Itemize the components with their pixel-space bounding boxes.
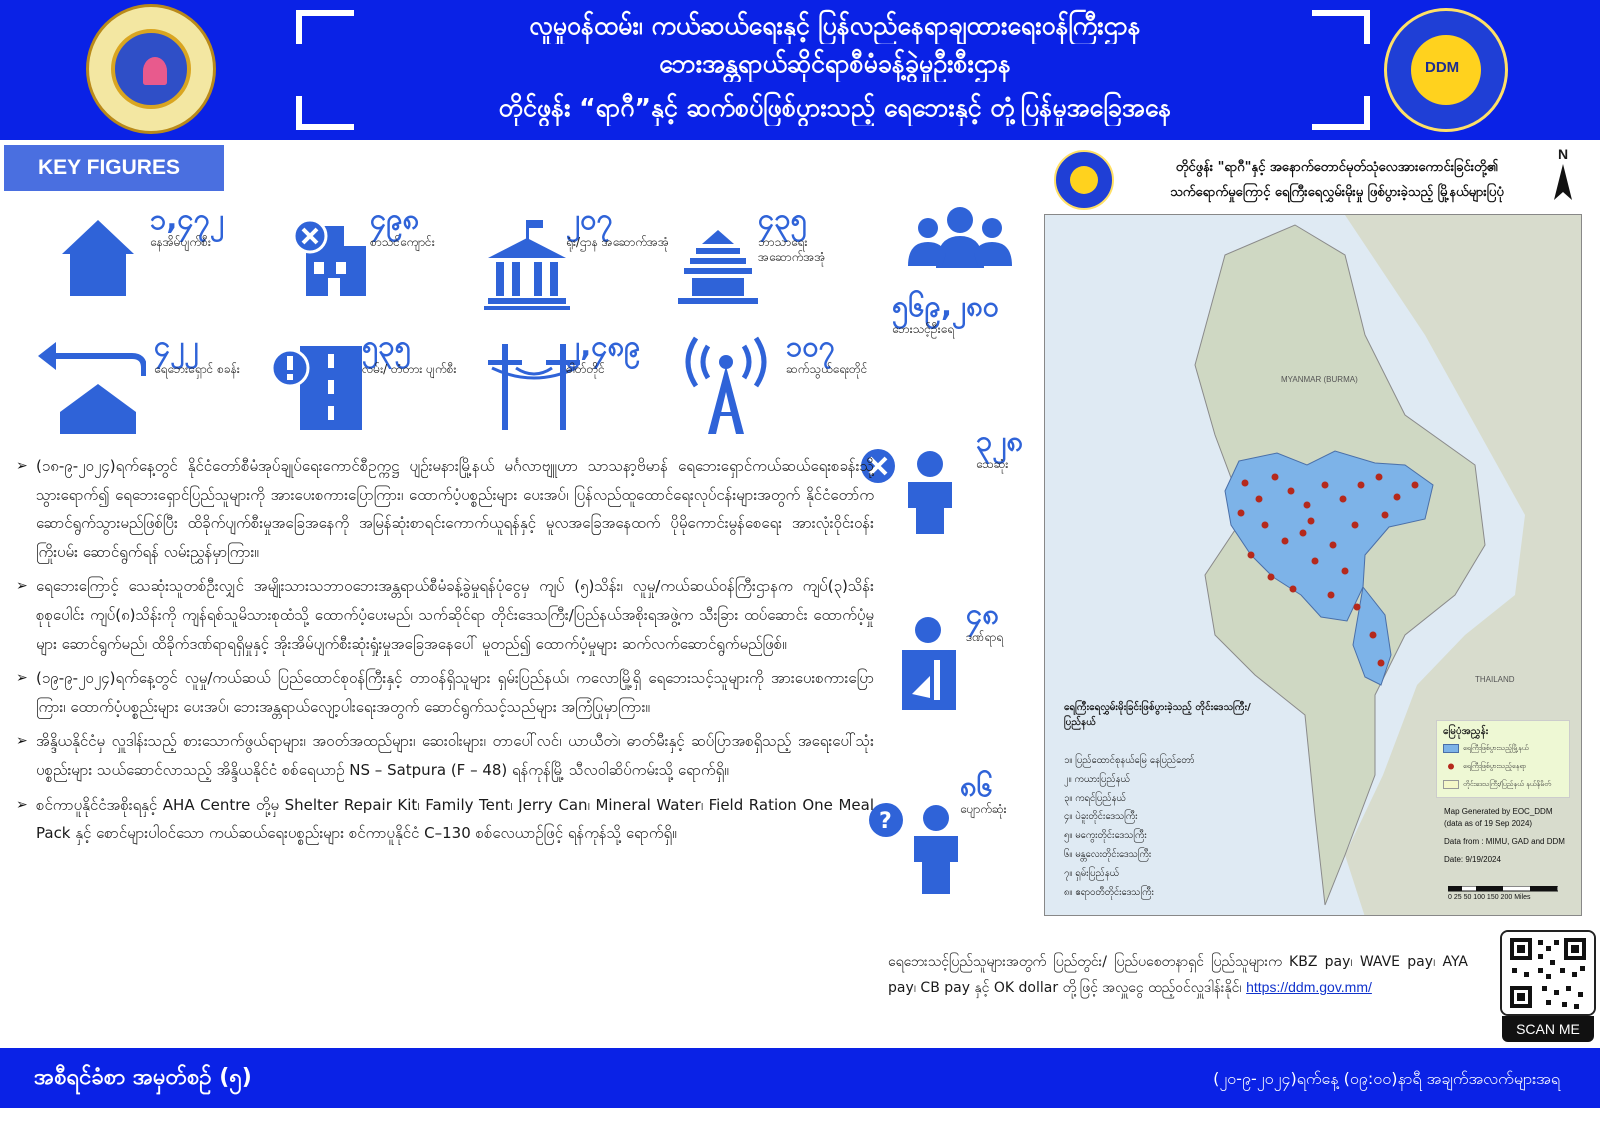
deaths-value: ၃၂၈ [976,424,1024,458]
bullet-arrow-icon: ➢ [16,796,28,813]
deaths-label: သေဆုံး [976,457,1009,471]
map-regions-heading: ရေကြီးရေလွှမ်းမိုးခြင်းဖြစ်ပွားခဲ့သည့် တိုင်းဒေသကြီး/ပြည်နယ် [1064,702,1251,728]
affected-people-value: ၅၆၉,၂၈၀ [892,289,1000,323]
people-group-icon [906,206,1014,270]
camps-value: ၄၂၂ [154,329,199,363]
paragraph: ➢ စင်ကာပူနိုင်ငံအစိုးရနှင့် AHA Centre တို့မှ Shelter Repair Kit၊ Family Tent၊ Jerry Can၊ Mineral Water၊ Field Ration One Meal Pack နှင့် စောင်များပါဝင်သော ကယ်ဆယ်ရေးပစ္စည်းများ စင်ကာပူနိုင်ငံ C–130 စစ်လေယာဉ်ဖြင့် ရန်ကုန်သို့ ရောက်ရှိ။ [16,791,874,848]
ddm-logo-text: DDM [1425,59,1460,76]
scale-unit: Miles [1514,894,1531,901]
report-number: အစီရင်ခံစာ အမှတ်စဉ် (၅) [34,1065,252,1090]
camps-label: ရေဘေးရှောင် စခန်း [154,362,240,376]
ministry-logo [86,4,216,134]
stat-religious [758,203,868,265]
injured-label: ဒဏ်ရာရ [966,630,1004,644]
roads-label: လမ်း/ တံတား ပျက်စီး [362,362,457,376]
telecom-tower-icon [676,336,776,436]
corner-bracket-bottom-right [1312,96,1370,130]
stat-camps [154,330,244,377]
map-legend [1436,720,1570,798]
stat-roads [362,330,458,377]
legend-item: တိုင်းဒေသကြီး/ပြည်နယ် နယ်နိမိတ် [1443,779,1551,789]
ddm-logo [1384,8,1508,132]
stat-injured [966,598,1003,645]
affected-people-label: ဘေးသင့်ဦးရေ [892,322,955,336]
map-region-list [1064,752,1254,902]
report-header [0,0,1600,140]
stat-offices [566,203,676,250]
map-generated-by: Map Generated by EOC_DDM [1444,807,1553,816]
houses-value: ၁,၄၇၂ [150,202,225,236]
legend-item: ရေကြီးဖြစ်ပွားသည့်နေရာ [1443,761,1526,771]
pagoda-icon [678,226,758,306]
bottom-margin [0,1108,1600,1131]
map-thailand-label: THAILAND [1475,675,1515,684]
corner-bracket-top-left [296,10,354,44]
ministry-title: လူမှုဝန်ထမ်း၊ ကယ်ဆယ်ရေးနှင့် ပြန်လည်နေရာချထားရေးဝန်ကြီးဌာန [529,11,1141,40]
paragraph: ➢ (၁၈-၉-၂၀၂၄)ရက်နေ့တွင် နိုင်ငံတော်စီမံအုပ်ချုပ်ရေးကောင်စီဥက္ကဋ္ဌ ပျဉ်းမနားမြို့နယ် မင်္ဂလာဗျူဟာ သာသနာ့ဗိမာန် ရေဘေးရှောင်ကယ်ဆယ်ရေးစခန်းသို့ သွားရောက်၍ ရေဘေးရှောင်ပြည်သူများကို အားပေးစကားပြောကြား၊ ထောက်ပံ့ပစ္စည်းများ ပေးအပ်၊ ပြန်လည်ထူထောင်ရေးလုပ်ငန်းများအတွက် နိုင်ငံတော်က ဆောင်ရွက်သွားမည်ဖြစ်ပြီး ထိခိုက်ပျက်စီးမှုအခြေအနေကို အမြန်ဆုံးစာရင်းကောက်ယူရန်နှင့် မူလအခြေအနေထက် ပိုမိုကောင်းမွန်စေရေး အားလုံးဝိုင်းဝန်း ကြိုးပမ်း ဆောင်ရွက်ရန် လမ်းညွှန်မှာကြား။ [16,452,874,566]
bullet-arrow-icon: ➢ [16,733,28,750]
key-figures-tab: KEY FIGURES [4,145,224,191]
north-arrow-icon [1552,146,1574,205]
list-item: ၃။ ကရင်ပြည်နယ် [1064,792,1126,804]
legend-item: ရေကြီးဖြစ်ပွားသည့်မြို့နယ် [1443,743,1529,753]
roads-value: ၅၃၅ [362,329,411,363]
power-poles-label: ဓါတ်တိုင် [566,362,605,376]
donation-text: ရေဘေးသင့်ပြည်သူများအတွက် ပြည်တွင်း/ ပြည်ပစေတနာရှင် ပြည်သူများက KBZ pay၊ WAVE pay၊ AYA pay၊ CB pay နှင့် OK dollar တို့ဖြင့် အလှူငွေ ထည့်ဝင်လှူဒါန်းနိုင်၊ [888,954,1468,996]
map-metadata [1444,806,1574,866]
scale-ticks: 0 25 50 100 150 200 [1448,894,1513,901]
list-item: ၇။ ရှမ်းပြည်နယ် [1064,867,1119,879]
situation-paragraphs [16,452,874,854]
map-header [1052,150,1572,212]
bullet-arrow-icon: ➢ [16,458,28,474]
telecom-value: ၁၀၇ [786,329,835,363]
legend-title: မြေပုံအညွှန်း [1443,726,1489,737]
list-item: ၄။ ပဲခူးတိုင်းဒေသကြီး [1064,811,1138,823]
religious-label: ဘာသာရေး အဆောက်အအုံ [758,235,826,264]
evacuation-camp-icon [36,330,146,436]
corner-bracket-bottom-left [296,96,354,130]
qr-code[interactable] [1500,930,1596,1016]
department-title: ဘေးအန္တရာယ်ဆိုင်ရာစီမံခန့်ခွဲမှုဦးစီးဌာန [659,49,1011,78]
house-icon [60,218,136,298]
map-date: Date: 9/19/2024 [1444,855,1501,864]
report-date: (၂၀-၉-၂၀၂၄)ရက်နေ့ (၀၉:၀၀)နာရီ အချက်အလက်များအရ [1213,1069,1560,1088]
telecom-label: ဆက်သွယ်ရေးတိုင် [786,362,868,376]
report-footer [0,1048,1600,1108]
houses-label: နေအိမ်ပျက်စီး [150,235,211,249]
map-scale-bar [1448,886,1558,901]
offices-label: ရုံး/ဌာန အဆောက်အအုံ [566,235,669,249]
offices-value: ၂၀၇ [566,202,613,236]
ddm-website-link[interactable]: https://ddm.gov.mm/ [1246,979,1372,995]
injured-value: ၄၈ [966,597,999,631]
stat-affected-people [892,290,999,337]
missing-label: ပျောက်ဆုံး [960,802,1007,816]
map-title-line1: တိုင်ဖွန်း "ရာဂီ"နှင့် အနောက်တောင်မုတ်သုံလေအားကောင်းခြင်းတို့၏ [1175,160,1499,175]
stat-power-poles [566,330,640,377]
stat-houses [150,203,224,250]
map-data-source: Data from : MIMU, GAD and DDM [1444,837,1565,846]
schools-value: ၄၉၈ [370,202,420,236]
qr-caption: SCAN ME [1502,1016,1594,1042]
north-label: N [1557,146,1569,162]
bullet-arrow-icon: ➢ [16,578,28,595]
damaged-road-icon [270,344,366,432]
stat-schools [370,203,435,250]
religious-value: ၄၃၅ [758,202,807,236]
injured-person-icon [896,616,962,712]
deceased-person-icon [858,446,968,536]
map-country-label: MYANMAR (BURMA) [1281,375,1358,384]
schools-label: စာသင်ကျောင်း [370,235,435,249]
list-item: ၅။ မကွေးတိုင်းဒေသကြီး [1064,830,1147,842]
power-poles-value: ၂,၄၈၉ [566,329,641,363]
ddm-emblem-icon [1054,150,1114,210]
office-building-icon [484,218,570,310]
list-item: ၈။ ဧရာဝတီတိုင်းဒေသကြီး [1064,886,1154,898]
map-title-line2: သက်ရောက်မှုကြောင့် ရေကြီးရေလွှမ်းမိုးမှု ဖြစ်ပွားခဲ့သည့် မြို့နယ်များပြပုံ [1170,185,1504,200]
paragraph: ➢ (၁၉-၉-၂၀၂၄)ရက်နေ့တွင် လူမှု/ကယ်ဆယ် ပြည်ထောင်စုဝန်ကြီးနှင့် တာဝန်ရှိသူများ ရှမ်းပြည်နယ်၊ ကလောမြို့ရှိ ရေဘေးသင့်သူများကို အားပေးစကားပြောကြား၊ ထောက်ပံ့ပစ္စည်းများ ပေးအပ်၊ ဘေးအန္တရာယ်လျော့ပါးရေးအတွက် ဆောင်ရွက်သင့်သည်များ အကြံပြုမှာကြား။ [16,664,874,721]
stat-missing [960,770,1007,817]
missing-value: ၈၆ [960,769,993,803]
donation-info [888,950,1468,1001]
bullet-arrow-icon: ➢ [16,670,28,687]
list-item: ၁။ ပြည်ထောင်စုနယ်မြေ နေပြည်တော် [1064,755,1195,766]
map-data-date: (data as of 19 Sep 2024) [1444,819,1533,828]
list-item: ၆။ မန္တလေးတိုင်းဒေသကြီး [1064,848,1152,860]
paragraph: ➢ အိန္ဒိယနိုင်ငံမှ လှူဒါန်းသည့် စားသောက်ဖွယ်ရာများ၊ အဝတ်အထည်များ၊ ဆေးဝါးများ၊ တာပေါ်လင်၊ ယာယီတဲ၊ ဓာတ်မီးနှင့် ဆပ်ပြာအစရှိသည့် အရေးပေါ်သုံးပစ္စည်းများ သယ်ဆောင်လာသည့် အိန္ဒိယနိုင်ငံ စစ်ရေယာဉ် NS – Satpura (F – 48) ရန်ကုန်မြို့ သီလဝါဆိပ်ကမ်းသို့ ရောက်ရှိ။ [16,727,874,784]
stat-deaths [976,425,1023,472]
corner-bracket-top-right [1312,10,1370,44]
damaged-school-icon [292,212,372,298]
svg-text:?: ? [879,809,892,834]
stat-telecom [786,330,867,377]
report-title: တိုင်ဖွန်း “ရာဂီ”နှင့် ဆက်စပ်ဖြစ်ပွားသည့် ရေဘေးနှင့် တုံ့ပြန်မှုအခြေအနေ [498,93,1172,122]
lotus-icon [143,57,167,85]
list-item: ၂။ ကယားပြည်နယ် [1064,773,1130,785]
paragraph: ➢ ရေဘေးကြောင့် သေဆုံးသူတစ်ဦးလျှင် အမျိုးသားသဘာဝဘေးအန္တရာယ်စီမံခန့်ခွဲမှုရန်ပုံငွေမှ ကျပ် (၅)သိန်း၊ လူမှု/ကယ်ဆယ်ဝန်ကြီးဌာနက ကျပ်(၃)သိန်း စုစုပေါင်း ကျပ်(၈)သိန်းကို ကျန်ရစ်သူမိသားစုထံသို့ ထောက်ပံ့ပေးမည်၊ သက်ဆိုင်ရာ တိုင်းဒေသကြီး/ပြည်နယ်အစိုးရအဖွဲ့က သီးခြား ထပ်ဆောင်း ထောက်ပံ့မှုများ ဆောင်ရွက်မည်၊ ထိခိုက်ဒဏ်ရာရရှိမှုနှင့် အိုးအိမ်ပျက်စီးဆုံးရှုံးမှုအခြေအနေပေါ် မူတည်၍ ထောက်ပံ့မှုများ ဆက်လက်ဆောင်ရွက်မည်ဖြစ်။ [16,572,874,658]
